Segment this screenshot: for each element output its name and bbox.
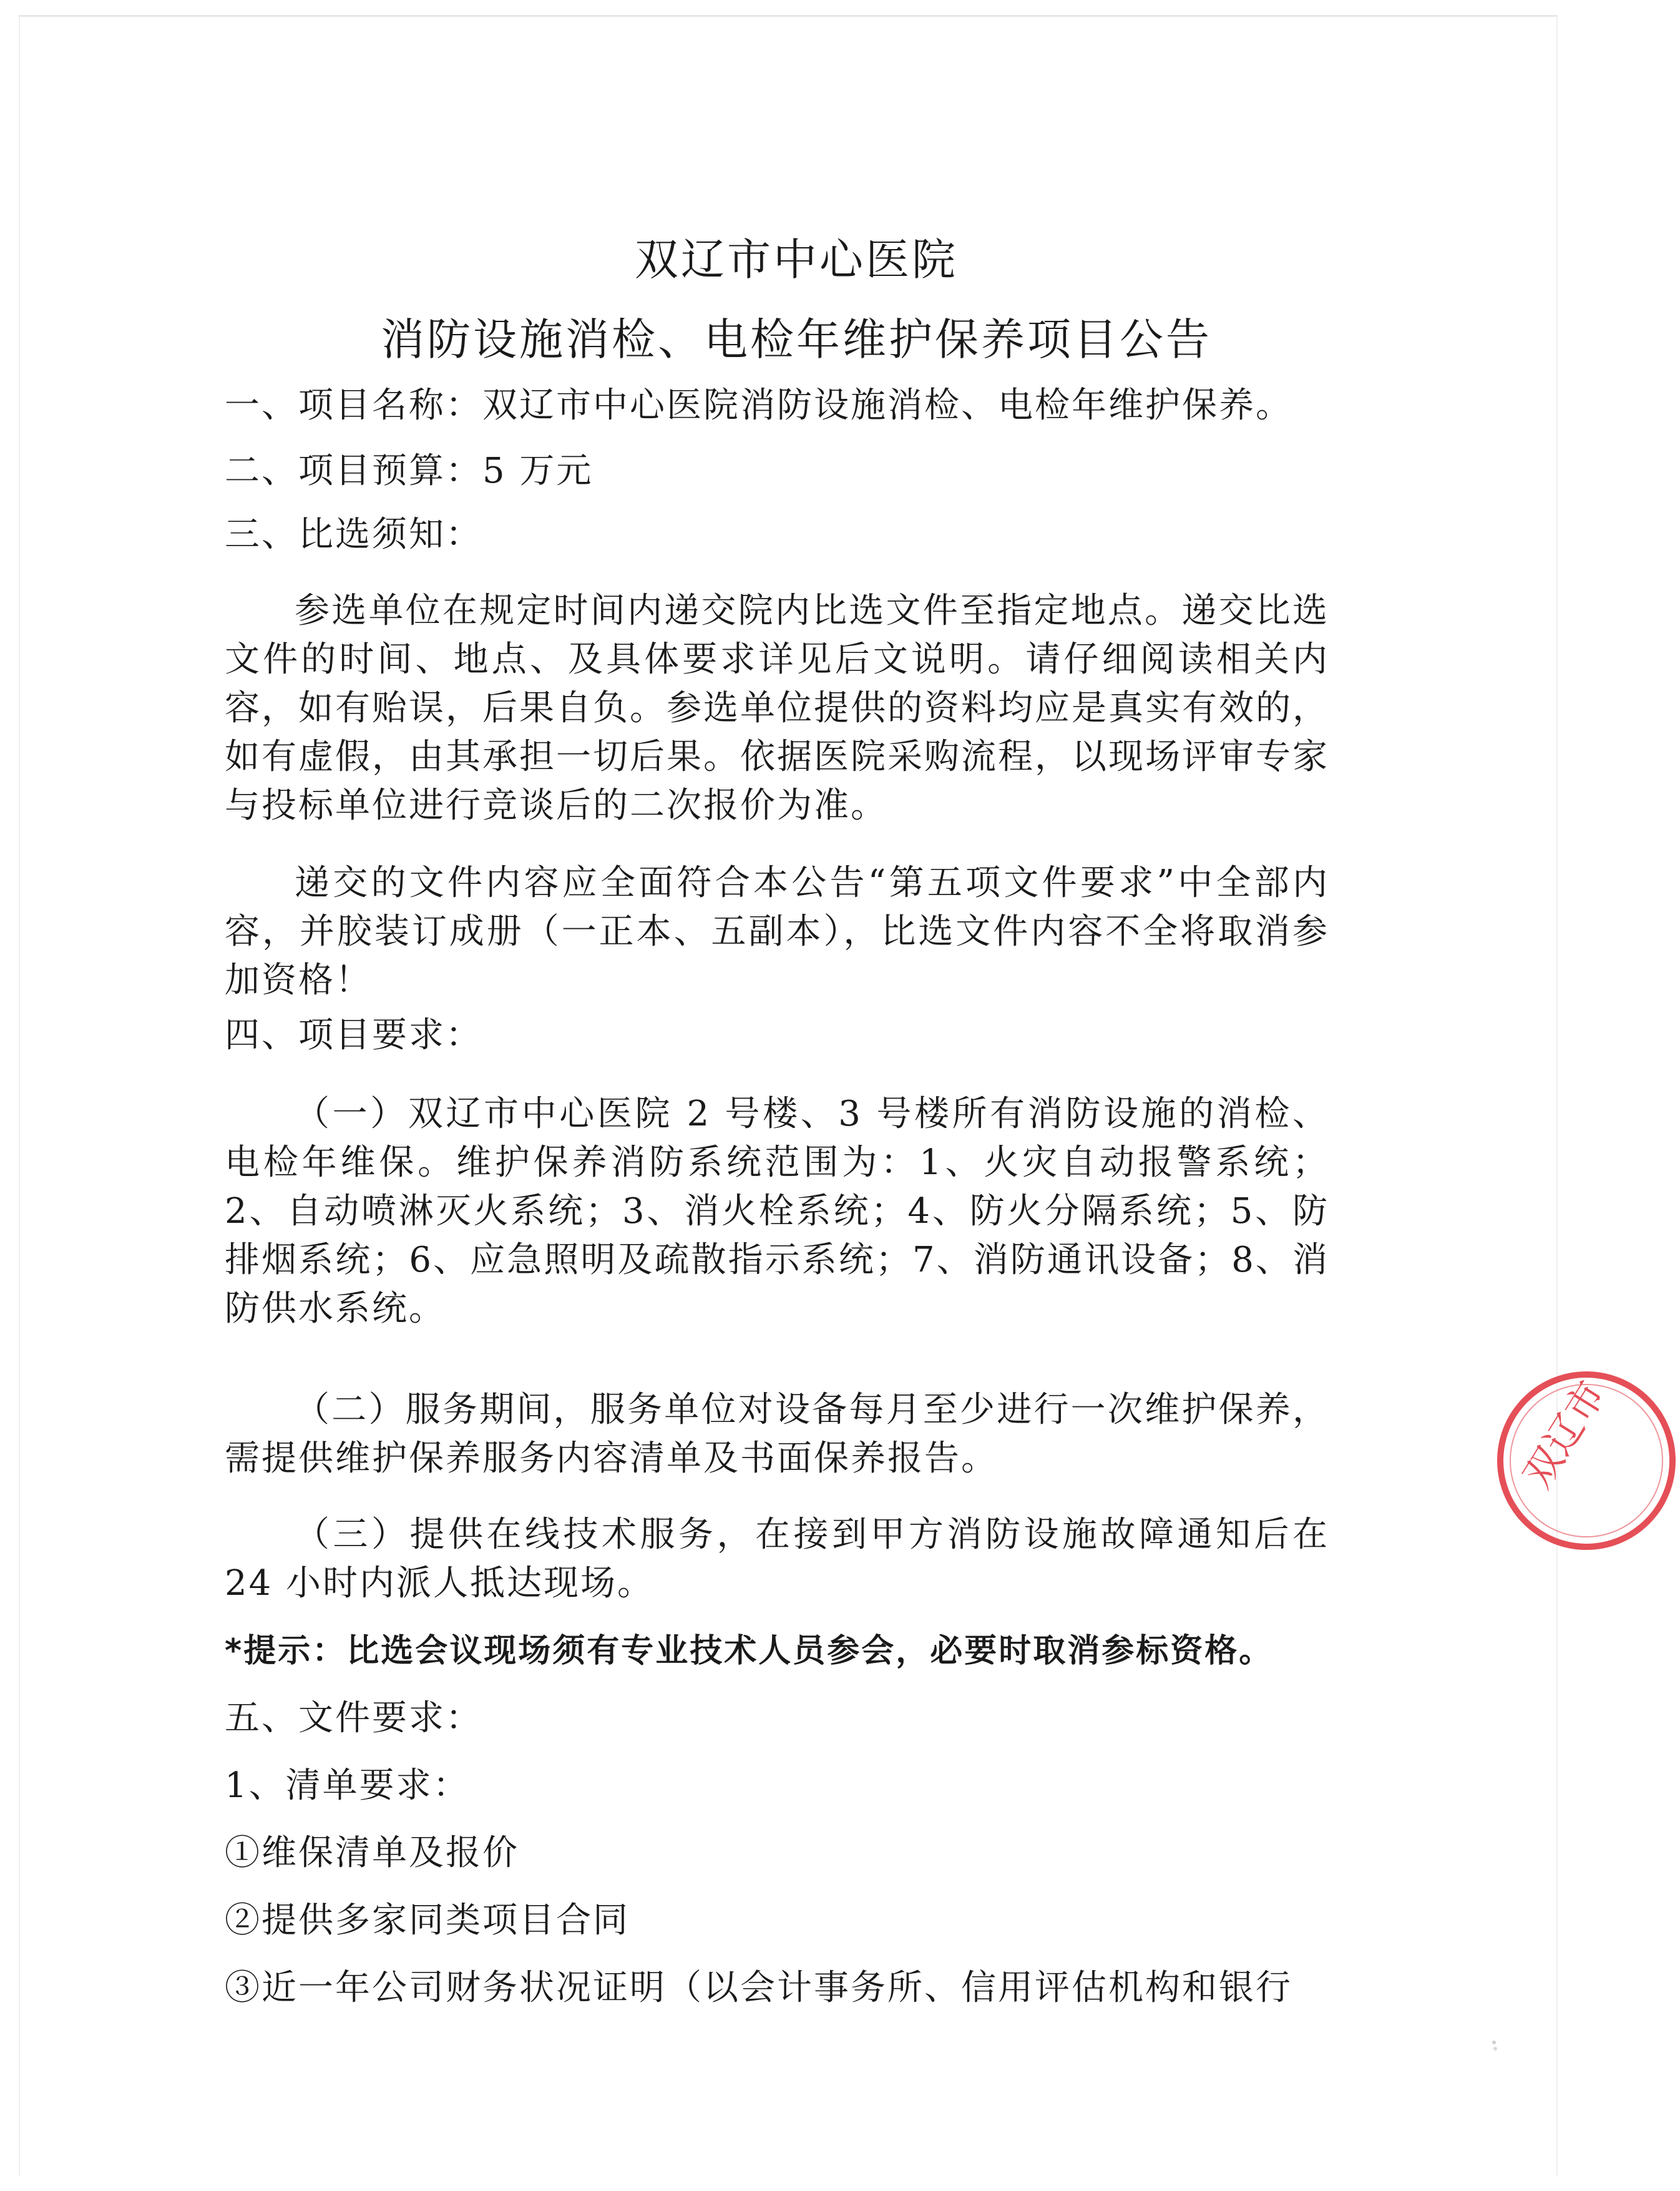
list-item-2: ②提供多家同类项目合同	[225, 1900, 630, 1941]
notice-paragraph-2: 递交的文件内容应全面符合本公告“第五项文件要求”中全部内容，并胶装订成册（一正本、五副本），比选文件内容不全将取消参加资格！	[225, 863, 1329, 1001]
list-heading: 1、清单要求：	[225, 1765, 470, 1806]
requirement-2: （二）服务期间，服务单位对设备每月至少进行一次维护保养，需提供维护保养服务内容清单及书面保养报告。	[225, 1390, 1329, 1479]
scan-speck	[1492, 2040, 1498, 2054]
list-item-1: ①维保清单及报价	[225, 1833, 519, 1873]
notice-paragraph-1: 参选单位在规定时间内递交院内比选文件至指定地点。递交比选文件的时间、地点、及具体要求详见后文说明。请仔细阅读相关内容，如有贻误，后果自负。参选单位提供的资料均应是真实有效的，如有虚假，由其承担一切后果。依据医院采购流程，以现场评审专家与投标单位进行竞谈后的二次报价为准。	[225, 591, 1329, 826]
project-budget: 二、项目预算：5 万元	[225, 451, 593, 491]
requirements-heading: 四、项目要求：	[225, 1015, 482, 1056]
list-item-3: ③近一年公司财务状况证明（以会计事务所、信用评估机构和银行	[225, 1968, 1292, 2008]
official-seal	[1493, 1367, 1680, 1554]
requirement-1: （一）双辽市中心医院 2 号楼、3 号楼所有消防设施的消检、电检年维保。维护保养消防系统范围为：1、火灾自动报警系统；2、自动喷淋灭火系统；3、消火栓系统；4、防火分隔系统；5、防排烟系统；6、应急照明及疏散指示系统；7、消防通讯设备；8、消防供水系统。	[225, 1094, 1329, 1329]
svg-text:双辽市: 双辽市	[1514, 1373, 1614, 1496]
tip-note: *提示：比选会议现场须有专业技术人员参会，必要时取消参标资格。	[225, 1632, 1274, 1670]
notice-heading: 三、比选须知：	[225, 514, 482, 555]
document-title-hospital: 双辽市中心医院	[635, 234, 958, 285]
files-heading: 五、文件要求：	[225, 1698, 482, 1738]
document-title-project: 消防设施消检、电检年维护保养项目公告	[381, 314, 1212, 365]
requirement-3: （三）提供在线技术服务，在接到甲方消防设施故障通知后在 24 小时内派人抵达现场。	[225, 1514, 1329, 1604]
project-name: 一、项目名称：双辽市中心医院消防设施消检、电检年维护保养。	[225, 385, 1292, 426]
